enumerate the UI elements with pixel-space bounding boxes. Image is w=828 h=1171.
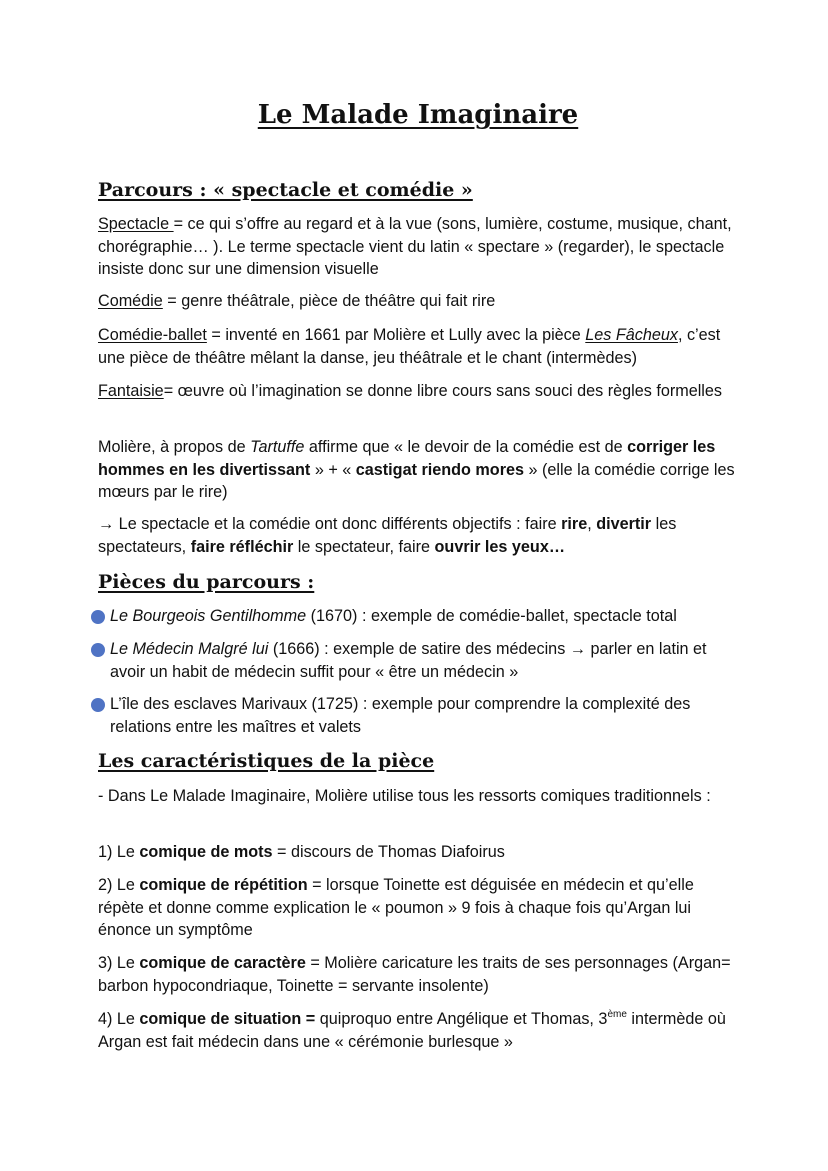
definition-spectacle: Spectacle = ce qui s’offre au regard et à la vue (sons, lumière, costume, musique, chant, chorégraphie… ). Le terme spectacle vient du latin « spectare » (regarder), le spectacle insiste donc sur une dimension visuelle [98, 215, 732, 278]
bullet-icon [91, 610, 105, 624]
definition-comedie-ballet: Comédie-ballet = inventé en 1661 par Molière et Lully avec la pièce Les Fâcheux, c’est une pièce de théâtre mêlant la danse, jeu théâtrale et le chant (intermèdes) [98, 326, 721, 367]
section-heading-pieces: Pièces du parcours : [98, 571, 315, 593]
term-fantaisie: Fantaisie [98, 382, 164, 400]
section-heading-caracteristiques: Les caractéristiques de la pièce [98, 750, 435, 772]
term-comedie: Comédie [98, 292, 163, 310]
list-item-bourgeois: Le Bourgeois Gentilhomme (1670) : exemple de comédie-ballet, spectacle total [110, 607, 677, 625]
work-les-facheux: Les Fâcheux [585, 326, 678, 344]
definition-comedie: Comédie = genre théâtrale, pièce de théâtre qui fait rire [98, 292, 496, 310]
comique-situation: 4) Le comique de situation = quiproquo entre Angélique et Thomas, 3ème intermède où Argan est fait médecin dans une « cérémonie burlesque » [98, 1009, 726, 1051]
bullet-icon [91, 698, 105, 712]
term-comedie-ballet: Comédie-ballet [98, 326, 207, 344]
comique-caractere: 3) Le comique de caractère = Molière caricature les traits de ses personnages (Argan= barbon hypocondriaque, Toinette = servante insolente) [98, 954, 731, 995]
list-item-ile-esclaves: L’île des esclaves Marivaux (1725) : exemple pour comprendre la complexité des relations entre les maîtres et valets [110, 695, 691, 736]
caracteristiques-intro: - Dans Le Malade Imaginaire, Molière utilise tous les ressorts comiques traditionnels : [98, 787, 711, 805]
conclusion-objectifs: → Le spectacle et la comédie ont donc différents objectifs : faire rire, divertir les spectateurs, faire réfléchir le spectateur, faire ouvrir les yeux… [98, 515, 677, 556]
definition-fantaisie: Fantaisie= œuvre où l’imagination se donne libre cours sans souci des règles formelles [98, 382, 722, 400]
bullet-icon [91, 643, 105, 657]
page-title: Le Malade Imaginaire [257, 100, 579, 130]
moliere-quote: Molière, à propos de Tartuffe affirme que « le devoir de la comédie est de corriger les hommes en les divertissant » + « castigat riendo mores » (elle la comédie corrige les mœurs par le rire) [98, 438, 735, 501]
section-heading-parcours: Parcours : « spectacle et comédie » [98, 179, 473, 201]
comique-mots: 1) Le comique de mots = discours de Thomas Diafoirus [98, 843, 505, 861]
list-item-medecin: Le Médecin Malgré lui (1666) : exemple de satire des médecins → parler en latin et avoir un habit de médecin suffit pour « être un médecin » [110, 640, 707, 681]
comique-repetition: 2) Le comique de répétition = lorsque Toinette est déguisée en médecin et qu’elle répète et donne comme explication le « poumon » 9 fois à chaque fois qu’Argan lui énonce un symptôme [98, 876, 694, 939]
term-spectacle: Spectacle [98, 215, 174, 233]
